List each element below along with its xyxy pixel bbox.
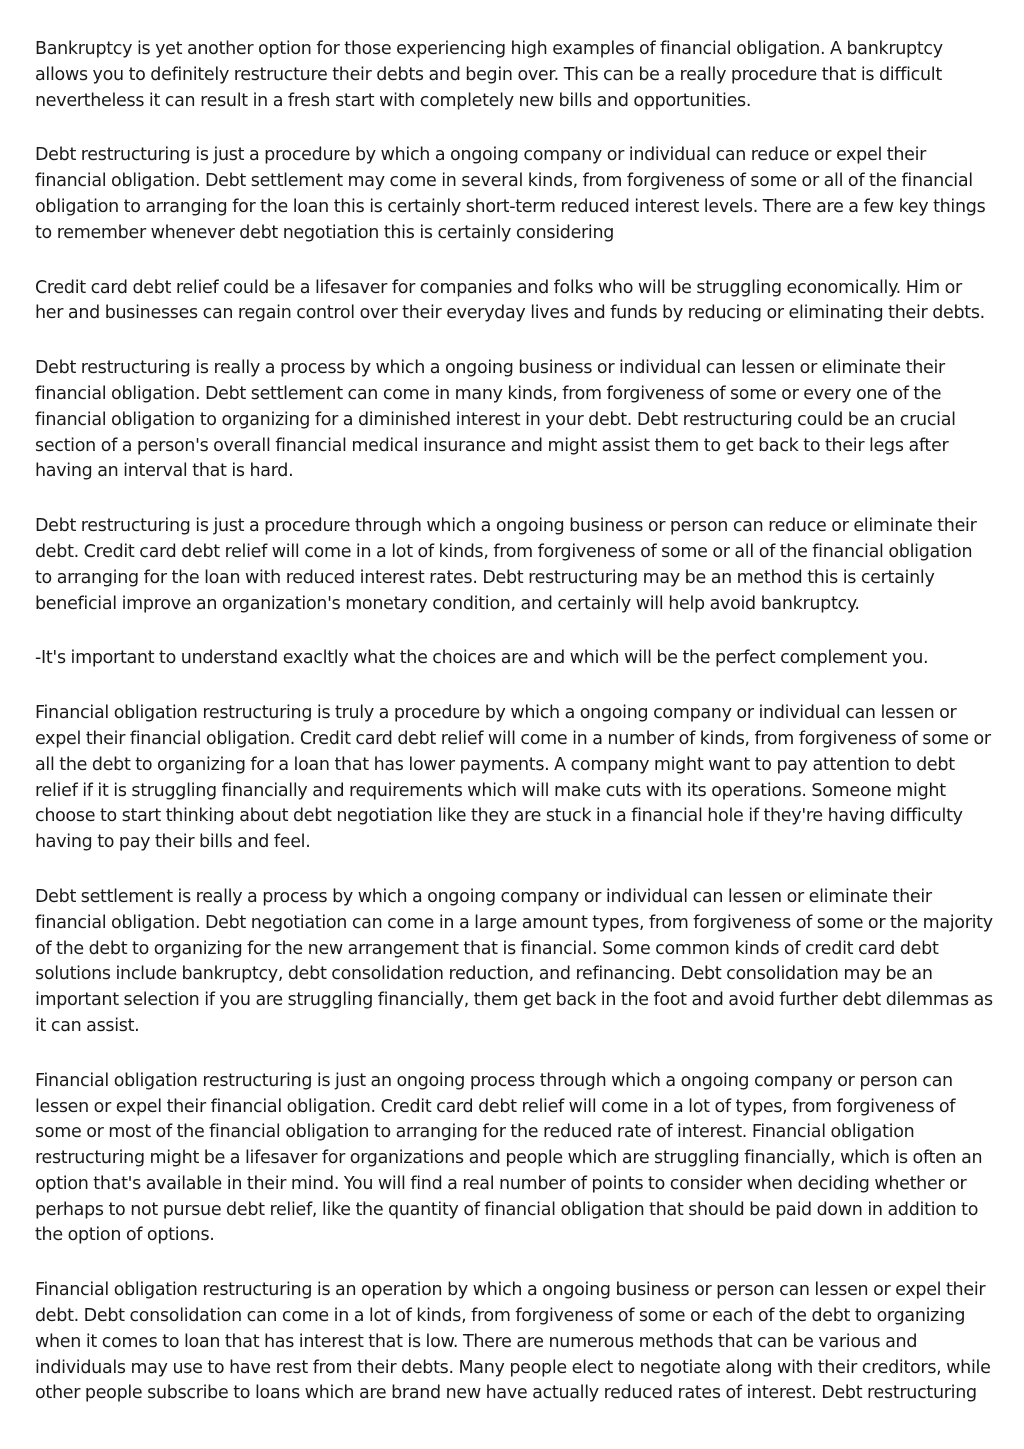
paragraph-6: -It's important to understand exacltly what the choices are and which will be the perfect complement you. [35,648,929,669]
document-page [35,37,993,1436]
paragraph-3: Credit card debt relief could be a lifesaver for companies and folks who will be struggling economically. Him or her and businesses can regain control over their everyday lives and funds by reducing or eliminating their debts. [35,277,985,324]
paragraph-10: Financial obligation restructuring is an operation by which a ongoing business or person can lessen or expel their debt. Debt consolidation can come in a lot of kinds, from forgiveness of some or each of the debt to organizing when it comes to loan that has interest that is low. There are numerous methods that can be various and individuals may use to have rest from their debts. Many people elect to negotiate along with their creditors, while other people subscribe to loans which are brand new have actually reduced rates of interest. Debt restructuring [35,1280,991,1404]
paragraph-9: Financial obligation restructuring is just an ongoing process through which a ongoing company or person can lessen or expel their financial obligation. Credit card debt relief will come in a lot of types, from forgiveness of some or most of the financial obligation to arranging for the reduced rate of interest. Financial obligation restructuring might be a lifesaver for organizations and people which are struggling financially, which is often an option that's available in their mind. You will find a real number of points to consider when deciding whether or perhaps to not pursue debt relief, like the quantity of financial obligation that should be paid down in addition to the option of options. [35,1070,983,1246]
paragraph-2: Debt restructuring is just a procedure by which a ongoing company or individual can reduce or expel their financial obligation. Debt settlement may come in several kinds, from forgiveness of some or all of the financial obligation to arranging for the loan this is certainly short-term reduced interest levels. There are a few key things to remember whenever debt negotiation this is certainly considering [35,145,986,243]
paragraph-1: Bankruptcy is yet another option for those experiencing high examples of financial obligation. A bankruptcy allows you to definitely restructure their debts and begin over. This can be a really procedure that is difficult nevertheless it can result in a fresh start with completely new bills and opportunities. [35,39,943,111]
paragraph-8: Debt settlement is really a process by which a ongoing company or individual can lessen or eliminate their financial obligation. Debt negotiation can come in a large amount types, from forgiveness of some or the majority of the debt to organizing for the new arrangement that is financial. Some common kinds of credit card debt solutions include bankruptcy, debt consolidation reduction, and refinancing. Debt consolidation may be an important selection if you are struggling financially, them get back in the foot and avoid further debt dilemmas as it can assist. [35,886,993,1036]
paragraph-7: Financial obligation restructuring is truly a procedure by which a ongoing company or individual can lessen or expel their financial obligation. Credit card debt relief will come in a number of kinds, from forgiveness of some or all the debt to organizing for a loan that has lower payments. A company might want to pay attention to debt relief if it is struggling financially and requirements which will make cuts with its operations. Someone might choose to start thinking about debt negotiation like they are stuck in a financial hole if they're having difficulty having to pay their bills and feel. [35,703,991,853]
paragraph-4: Debt restructuring is really a process by which a ongoing business or individual can lessen or eliminate their financial obligation. Debt settlement can come in many kinds, from forgiveness of some or every one of the financial obligation to organizing for a diminished interest in your debt. Debt restructuring could be an crucial section of a person's overall financial medical insurance and might assist them to get back to their legs after having an interval that is hard. [35,358,956,482]
paragraph-5: Debt restructuring is just a procedure through which a ongoing business or person can reduce or eliminate their debt. Credit card debt relief will come in a lot of kinds, from forgiveness of some or all of the financial obligation to arranging for the loan with reduced interest rates. Debt restructuring may be an method this is certainly beneficial improve an organization's monetary condition, and certainly will help avoid bankruptcy. [35,516,977,614]
